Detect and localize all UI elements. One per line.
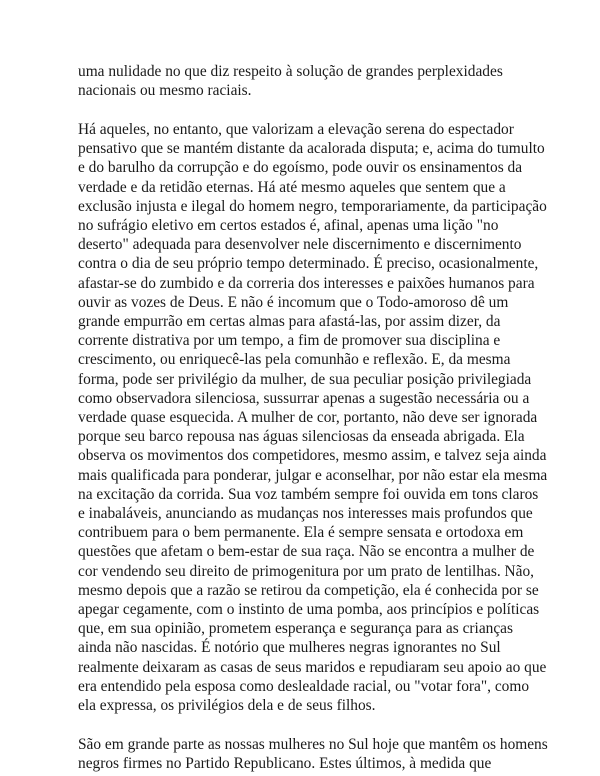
text-line: e do barulho da corrupção e do egoísmo, pode ouvir os ensinamentos da bbox=[78, 159, 523, 177]
paragraph-2 bbox=[78, 120, 548, 715]
text-line: nacionais ou mesmo raciais. bbox=[78, 82, 252, 100]
text-line: São em grande parte as nossas mulheres no Sul hoje que mantêm os homens bbox=[78, 735, 548, 753]
text-line: verdade e da retidão eternas. Há até mesmo aqueles que sentem que a bbox=[78, 178, 506, 196]
text-line: mais qualificada para ponderar, julgar e aconselhar, por não estar ela mesma bbox=[78, 466, 548, 484]
text-line: era entendido pela esposa como deslealdade racial, ou "votar fora", como bbox=[78, 677, 530, 695]
paragraph-3 bbox=[78, 735, 548, 773]
text-line: ouvir as vozes de Deus. E não é incomum que o Todo-amoroso dê um bbox=[78, 293, 509, 311]
text-line: exclusão injusta e ilegal do homem negro, temporariamente, da participação bbox=[78, 197, 547, 215]
text-line: verdade quase esquecida. A mulher de cor, portanto, não deve ser ignorada bbox=[78, 409, 538, 427]
text-line: Há aqueles, no entanto, que valorizam a elevação serena do espectador bbox=[78, 121, 514, 138]
text-line: que, em sua opinião, prometem esperança e segurança para as crianças bbox=[78, 620, 514, 638]
text-line: forma, pode ser privilégio da mulher, de sua peculiar posição privilegiada bbox=[78, 370, 532, 388]
text-line: crescimento, ou enriquecê-las pela comunhão e reflexão. E, da mesma bbox=[78, 351, 511, 369]
text-line: no sufrágio eletivo em certos estados é, afinal, apenas uma lição "no bbox=[78, 217, 499, 235]
text-line: e inabaláveis, anunciando as mudanças nos interesses mais profundos que bbox=[78, 505, 533, 523]
text-line: corrente distrativa por um tempo, a fim de promover sua disciplina e bbox=[78, 332, 501, 350]
document-page bbox=[78, 62, 548, 773]
text-line: contribuem para o bem permanente. Ela é sempre sensata e ortodoxa em bbox=[78, 524, 524, 542]
text-line: deserto" adequada para desenvolver nele discernimento e discernimento bbox=[78, 236, 522, 254]
text-line: afastar-se do zumbido e da correria dos interesses e paixões humanos para bbox=[78, 274, 535, 292]
text-line: negros firmes no Partido Republicano. Estes últimos, à medida que bbox=[78, 755, 492, 773]
text-line: contra o dia de seu próprio tempo determinado. É preciso, ocasionalmente, bbox=[78, 255, 539, 273]
text-line: pensativo que se mantém distante da acalorada disputa; e, acima do tumulto bbox=[78, 140, 545, 158]
text-line: grande empurrão em certas almas para afastá-las, por assim dizer, da bbox=[78, 313, 501, 331]
text-line: como observadora silenciosa, sussurrar apenas a sugestão necessária ou a bbox=[78, 389, 530, 407]
text-line: na excitação da corrida. Sua voz também sempre foi ouvida em tons claros bbox=[78, 485, 539, 503]
paragraph-spacer bbox=[78, 715, 526, 735]
text-line: porque seu barco repousa nas águas silenciosas da enseada abrigada. Ela bbox=[78, 428, 525, 446]
text-line: apegar cegamente, com o instinto de uma pomba, aos princípios e políticas bbox=[78, 601, 540, 619]
text-line: ela expressa, os privilégios dela e de seus filhos. bbox=[78, 697, 376, 715]
text-line: mesmo depois que a razão se retirou da competição, ela é conhecida por se bbox=[78, 581, 539, 599]
text-line: realmente deixaram as casas de seus maridos e repudiaram seu apoio ao que bbox=[78, 658, 547, 676]
paragraph-1 bbox=[78, 62, 526, 100]
text-line: cor vendendo seu direito de primogenitura por um prato de lentilhas. Não, bbox=[78, 562, 535, 580]
text-line: ainda não nascidas. É notório que mulheres negras ignorantes no Sul bbox=[78, 639, 501, 657]
text-line: questões que afetam o bem-estar de sua raça. Não se encontra a mulher de bbox=[78, 543, 535, 561]
paragraph-spacer bbox=[78, 100, 526, 120]
text-line: observa os movimentos dos competidores, mesmo assim, e talvez seja ainda bbox=[78, 447, 547, 465]
text-line: uma nulidade no que diz respeito à solução de grandes perplexidades bbox=[78, 63, 503, 80]
